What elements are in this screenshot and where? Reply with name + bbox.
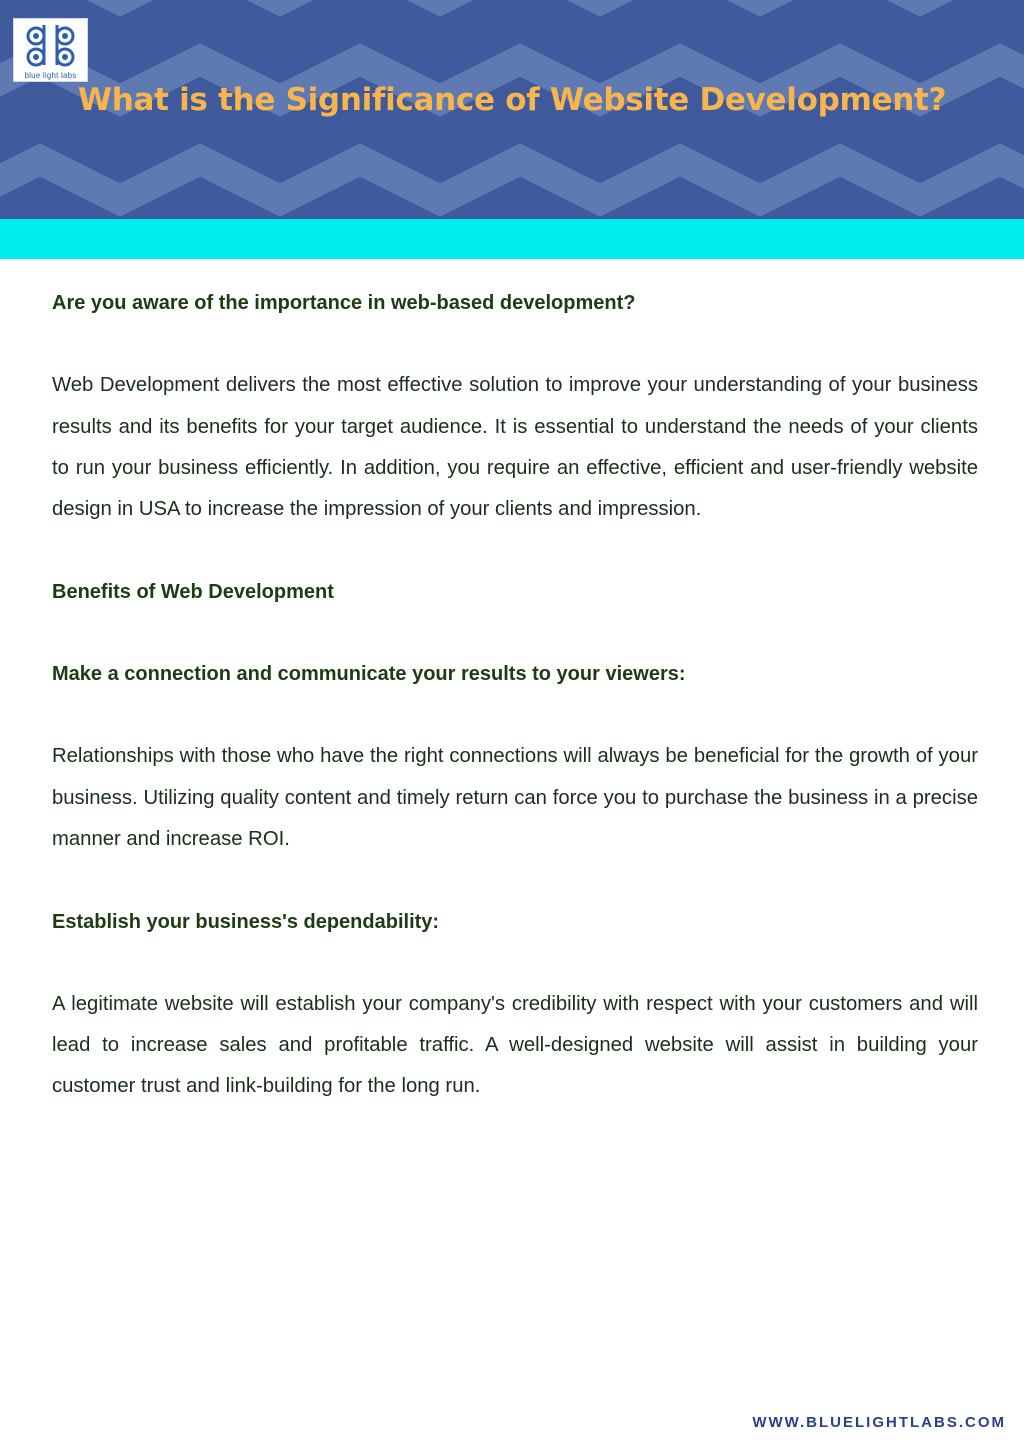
header-banner bbox=[0, 0, 1024, 219]
heading-dependability: Establish your business's dependability: bbox=[52, 910, 440, 933]
spacer bbox=[52, 613, 978, 654]
logo-caption: blue light labs bbox=[24, 71, 77, 80]
heading-intro: Are you aware of the importance in web-based development? bbox=[52, 292, 636, 314]
paragraph-connection: Relationships with those who have the right connections will always be beneficial for the growth of your business. Utilizing quality content and timely return can force you to purchase the business in a precise manner and increase ROI. bbox=[52, 745, 978, 850]
spacer bbox=[52, 324, 978, 365]
spacer bbox=[52, 695, 978, 736]
accent-strip bbox=[0, 219, 1024, 259]
logo-mark-icon bbox=[14, 19, 87, 71]
company-logo[interactable] bbox=[13, 18, 88, 82]
page-title: What is the Significance of Website Development? bbox=[77, 82, 947, 118]
spacer bbox=[52, 530, 978, 571]
paragraph-dependability: A legitimate website will establish your company's credibility with respect with your customers and will lead to increase sales and profitable traffic. A well-designed website will assist in building your customer trust and link-building for the long run. bbox=[52, 992, 978, 1098]
paragraph-intro: Web Development delivers the most effective solution to improve your understanding of your business results and its benefits for your target audience. It is essential to understand the needs of your clients to run your business efficiently. In addition, you require an effective, efficient and user-friendly website design in USA to increase the impression of your clients and impression. bbox=[52, 374, 978, 521]
article-body bbox=[52, 283, 978, 1108]
spacer bbox=[52, 860, 978, 901]
heading-connection: Make a connection and communicate your results to your viewers: bbox=[52, 663, 686, 686]
heading-benefits: Benefits of Web Development bbox=[52, 580, 334, 603]
footer-website-link[interactable]: WWW.BLUELIGHTLABS.COM bbox=[752, 1414, 1006, 1431]
spacer bbox=[52, 943, 978, 984]
